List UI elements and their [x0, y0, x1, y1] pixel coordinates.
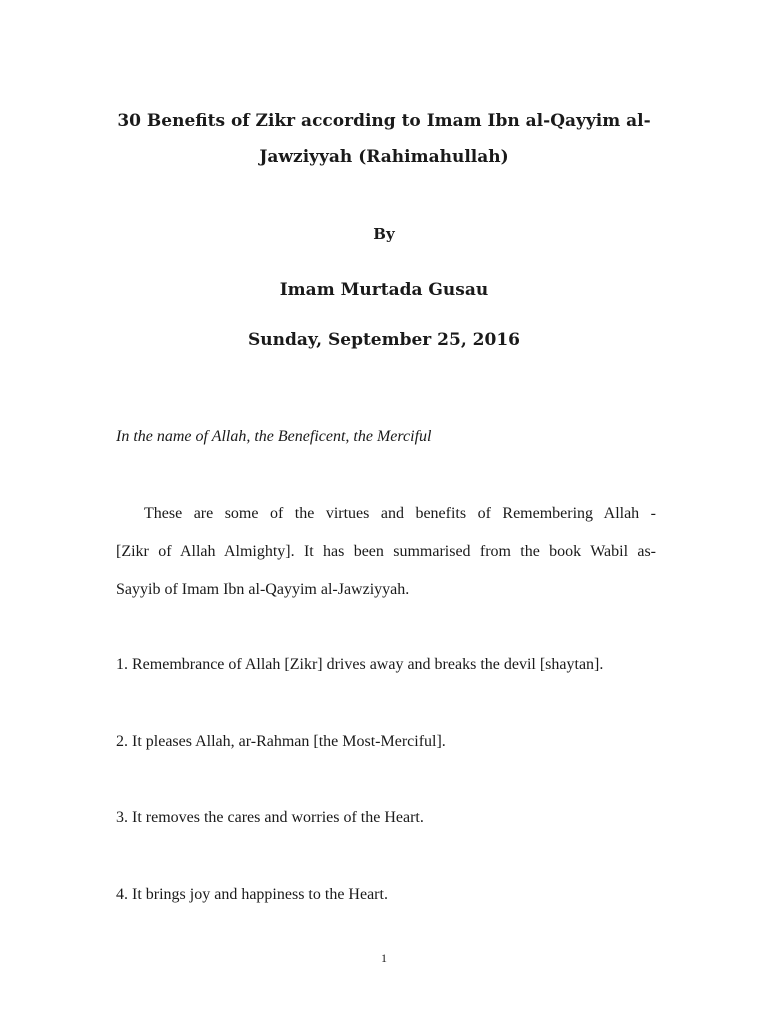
benefit-item-2: 2. It pleases Allah, ar-Rahman [the Most-Merciful]. [116, 733, 446, 750]
author-name: Imam Murtada Gusau [279, 280, 489, 300]
intro-paragraph-line-1: These are some of the virtues and benefits of Remembering Allah - [144, 505, 656, 522]
page-number: 1 [381, 951, 387, 965]
publication-date: Sunday, September 25, 2016 [247, 330, 520, 350]
document-title-line-1: 30 Benefits of Zikr according to Imam Ibn al-Qayyim al- [117, 111, 651, 131]
bismillah-line: In the name of Allah, the Beneficent, the Merciful [116, 428, 432, 445]
byline-label: By [373, 225, 395, 243]
document-title-line-2: Jawziyyah (Rahimahullah) [259, 147, 509, 167]
intro-paragraph-line-3: Sayyib of Imam Ibn al-Qayyim al-Jawziyyah. [116, 581, 410, 598]
benefit-item-3: 3. It removes the cares and worries of the Heart. [116, 809, 424, 826]
benefit-item-1: 1. Remembrance of Allah [Zikr] drives away and breaks the devil [shaytan]. [116, 656, 604, 673]
benefit-item-4: 4. It brings joy and happiness to the Heart. [116, 886, 388, 903]
intro-paragraph-line-2: [Zikr of Allah Almighty]. It has been summarised from the book Wabil as- [116, 543, 656, 560]
